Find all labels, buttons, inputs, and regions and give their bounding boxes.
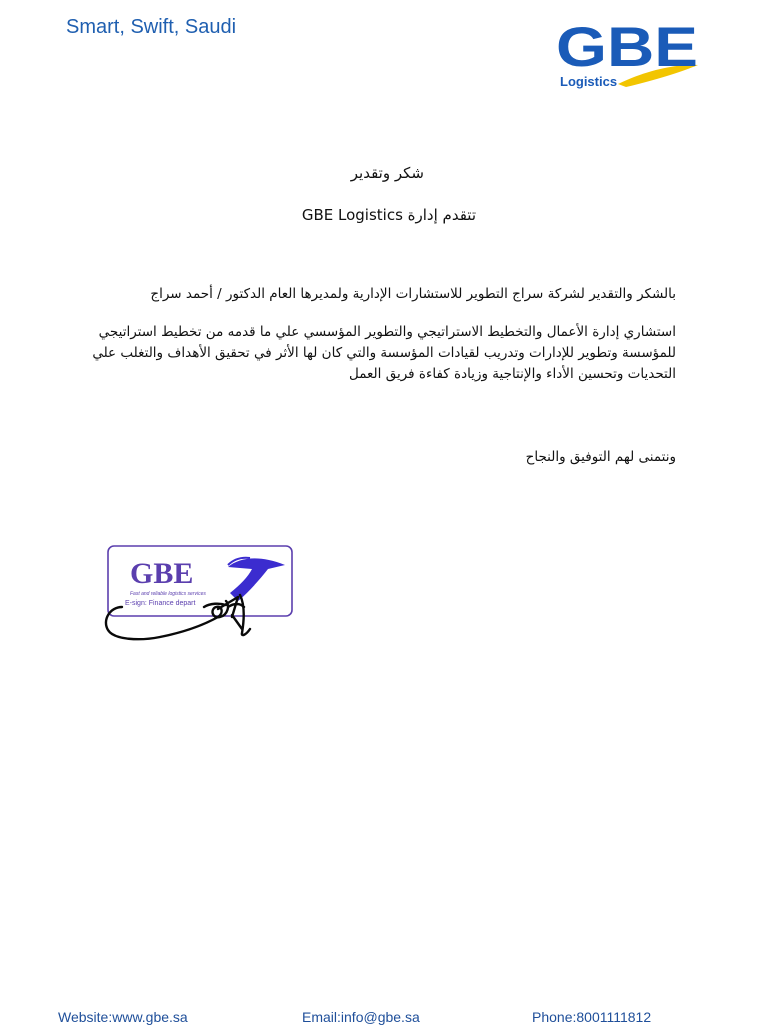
footer-website-link[interactable]: www.gbe.sa	[112, 1009, 188, 1025]
stamp-esign: E-sign: Finance depart	[125, 600, 196, 607]
footer-website	[58, 1009, 188, 1025]
logo-brand-text: GBE	[556, 18, 698, 78]
footer-website-label: Website:	[58, 1009, 113, 1025]
stamp-motto: Fast and reliable logistics services	[130, 591, 206, 597]
page-footer	[0, 1009, 768, 1029]
stamp-brand: GBE	[130, 557, 194, 590]
stamp-ship-icon	[228, 558, 285, 601]
footer-phone	[532, 1009, 651, 1025]
letter-opening-line: بالشكر والتقدير لشركة سراج التطوير للاستشارات الإدارية ولمديرها العام الدكتور / أحمد سراج	[150, 286, 676, 302]
company-stamp-signature	[100, 545, 300, 645]
footer-email-link[interactable]: info@gbe.sa	[340, 1009, 420, 1025]
letter-body-paragraph: استشاري إدارة الأعمال والتخطيط الاستراتيجي والتطوير المؤسسي علي ما قدمه من تخطيط استراتيجي للمؤسسة وتطوير للإدارات وتدريب لقيادات المؤسسة والتي كان لها الأثر في تحقيق الأهداف والتغلب علي التحديات وتحسين الأداء والإنتاجية وزيادة كفاءة فريق العمل	[92, 324, 676, 382]
gbe-logistics-logo	[556, 18, 702, 92]
footer-phone-label: Phone:	[532, 1009, 577, 1025]
footer-email-label: Email:	[302, 1009, 341, 1025]
letter-closing: ونتمنى لهم التوفيق والنجاح	[525, 449, 676, 465]
footer-phone-number[interactable]: 8001111812	[576, 1009, 652, 1025]
logo-sub-text: Logistics	[560, 74, 618, 89]
letter-subtitle: تتقدم إدارة GBE Logistics	[301, 206, 476, 224]
company-tagline: Smart, Swift, Saudi	[66, 16, 237, 38]
footer-email	[302, 1009, 420, 1025]
letter-title: شكر وتقدير	[350, 164, 424, 182]
